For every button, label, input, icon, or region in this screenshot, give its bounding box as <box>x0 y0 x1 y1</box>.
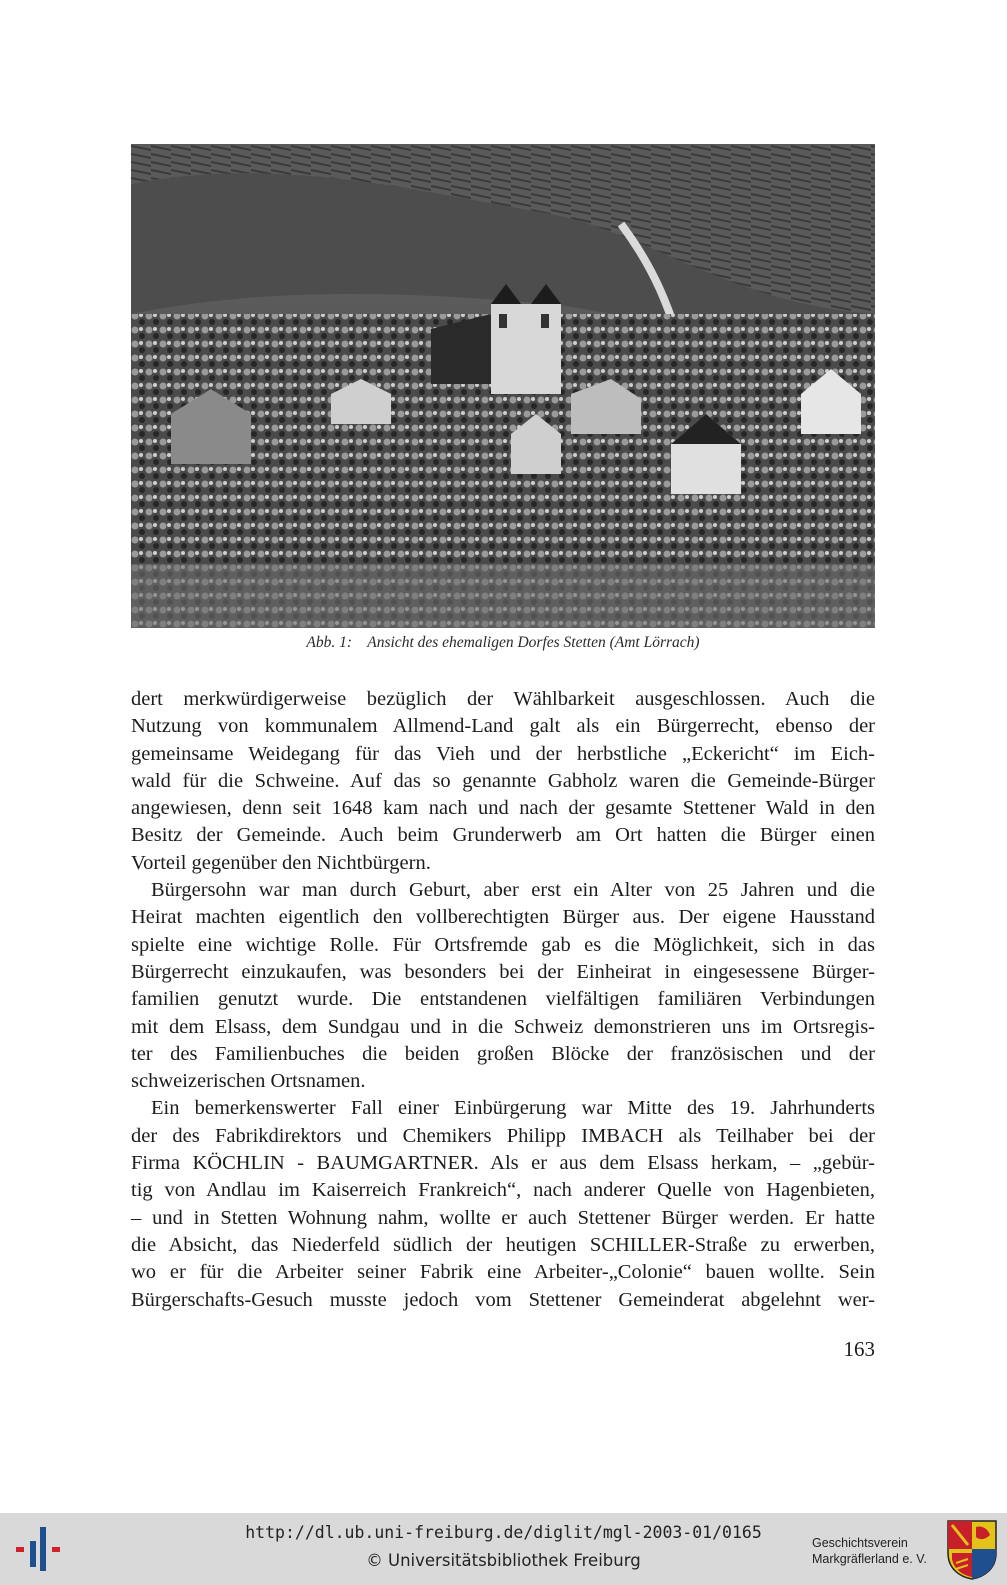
text-line: wo er für die Arbeiter seiner Fabrik eine Arbeiter-„Colonie“ bauen wollte. Sein <box>131 1261 875 1284</box>
text-line: wald für die Schweine. Auf das so genannte Gabholz waren die Gemeinde-Bürger <box>131 769 875 792</box>
village-photo-icon <box>131 144 875 628</box>
footer-copyright: © Universitätsbibliothek Freiburg <box>366 1551 641 1570</box>
text-line: Bürgerschafts-Gesuch musste jedoch vom Stettener Gemeinderat abgelehnt wer- <box>131 1288 875 1311</box>
text-line: die Absicht, das Niederfeld südlich der heutigen SCHILLER-Straße zu erwerben, <box>131 1233 875 1256</box>
footer-bar <box>0 1513 1007 1585</box>
text-line: – und in Stetten Wohnung nahm, wollte er auch Stettener Bürger werden. Er hatte <box>131 1206 875 1229</box>
text-line: ter des Familienbuches die beiden großen Blöcke der französischen und der <box>131 1042 875 1065</box>
page-number: 163 <box>843 1337 875 1361</box>
text-line: schweizerischen Ortsnamen. <box>131 1070 366 1093</box>
text-line: Firma KÖCHLIN - BAUMGARTNER. Als er aus dem Elsass herkam, – „gebür- <box>131 1152 875 1175</box>
society-name-line2: Markgräflerland e. V. <box>812 1552 927 1566</box>
village-photo <box>131 144 875 628</box>
text-line: der des Fabrikdirektors und Chemikers Philipp IMBACH als Teilhaber bei der <box>131 1124 875 1147</box>
text-line: Ein bemerkenswerter Fall einer Einbürgerung war Mitte des 19. Jahrhunderts <box>151 1097 875 1120</box>
text-line: gemeinsame Weidegang für das Vieh und der herbstliche „Eckericht“ im Eich- <box>131 742 875 765</box>
text-line: dert merkwürdigerweise bezüglich der Wählbarkeit ausgeschlossen. Auch die <box>131 688 875 710</box>
society-name-line1: Geschichtsverein <box>812 1536 908 1550</box>
text-line: Heirat machten eigentlich den vollberechtigten Bürger aus. Der eigene Hausstand <box>131 906 875 929</box>
body-text <box>131 686 875 1314</box>
text-line: mit dem Elsass, dem Sundgau und in die Schweiz demonstrieren uns im Ortsregis- <box>131 1015 875 1038</box>
footer-url-link[interactable]: http://dl.ub.uni-freiburg.de/diglit/mgl-2003-01/0165 <box>245 1523 762 1542</box>
text-line: Bürgerrecht einzukaufen, was besonders bei der Einheirat in eingesessene Bürger- <box>131 960 875 983</box>
figure-caption: Abb. 1: Ansicht des ehemaligen Dorfes Stetten (Amt Lörrach) <box>306 634 700 651</box>
text-line: spielte eine wichtige Rolle. Für Ortsfremde gab es die Möglichkeit, sich in das <box>131 933 875 956</box>
text-line: angewiesen, denn seit 1648 kam nach und nach der gesamte Stettener Wald in den <box>131 797 875 820</box>
text-line: tig von Andlau im Kaiserreich Frankreich“, nach anderer Quelle von Hagenbieten, <box>131 1179 875 1202</box>
text-line: Vorteil gegenüber den Nichtbürgern. <box>131 851 431 874</box>
text-line: Besitz der Gemeinde. Auch beim Grunderwerb am Ort hatten die Bürger einen <box>131 824 875 847</box>
text-line: familien genutzt wurde. Die entstandenen vielfältigen familiären Verbindungen <box>131 988 875 1011</box>
text-line: Bürgersohn war man durch Geburt, aber erst ein Alter von 25 Jahren und die <box>151 879 875 902</box>
coat-of-arms-icon[interactable] <box>946 1519 998 1581</box>
society-name <box>812 1535 942 1567</box>
text-line: Nutzung von kommunalem Allmend-Land galt als ein Bürgerrecht, ebenso der <box>131 715 875 738</box>
